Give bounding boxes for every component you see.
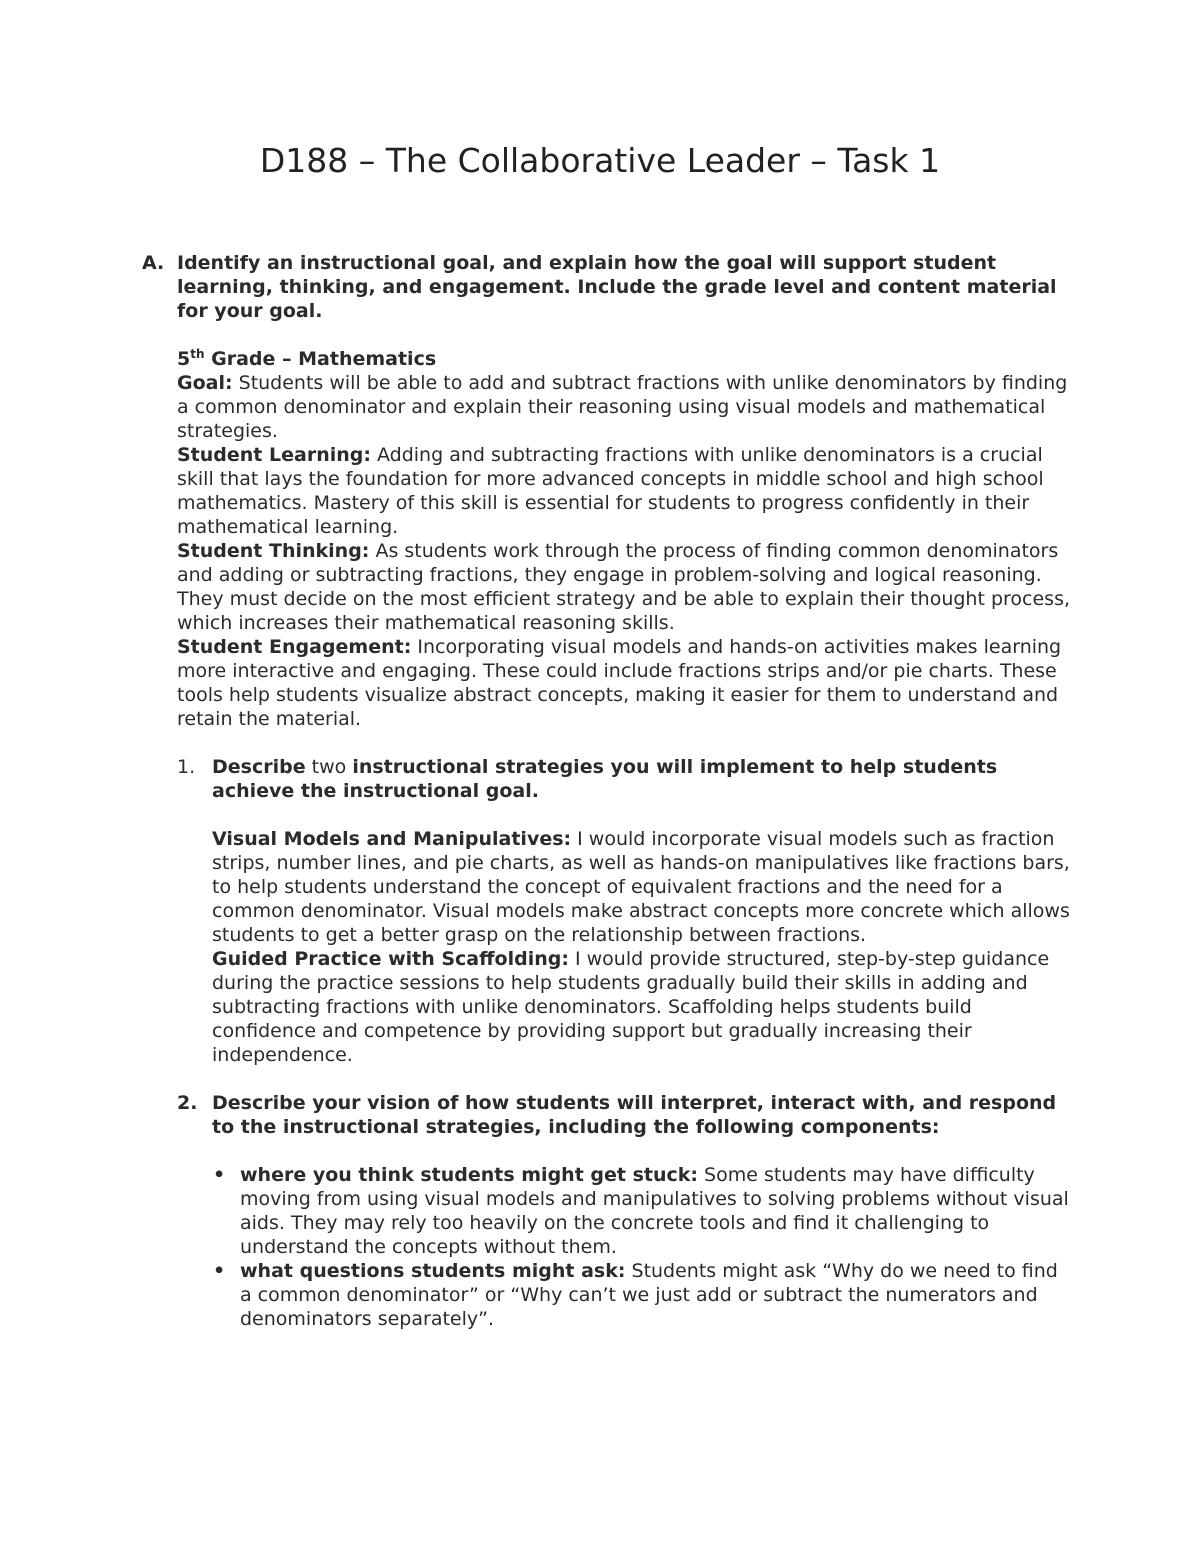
item-1-q-part2: two	[305, 756, 353, 778]
section-a-answer	[142, 347, 1072, 731]
item-1-question	[212, 755, 1072, 803]
bullet-questions-label: what questions students might ask:	[240, 1260, 626, 1282]
section-a-label: A.	[142, 252, 165, 274]
document-body	[142, 251, 1072, 1331]
bullet-questions-body: Students might ask “Why do we need to find a common denominator” or “Why can’t we just add or subtract the numerators and denominators separately”.	[240, 1260, 1058, 1330]
student-thinking-paragraph	[177, 539, 1072, 635]
student-thinking-label: Student Thinking:	[177, 540, 370, 562]
student-engagement-label: Student Engagement:	[177, 636, 412, 658]
section-a	[142, 251, 1072, 323]
list-item	[142, 1163, 1072, 1259]
strategy-visual-models-label: Visual Models and Manipulatives:	[212, 828, 572, 850]
item-1-answer	[142, 827, 1072, 1067]
student-learning-text: Adding and subtracting fractions with unlike denominators is a crucial skill that lays the foundation for more advanced concepts in middle school and high school mathematics. Mastery of this skill is essential for students to progress confidently in their mathematical learning.	[177, 444, 1044, 538]
bullet-icon: •	[213, 1260, 226, 1282]
bullet-stuck-text	[240, 1163, 1072, 1259]
grade-heading	[177, 347, 1072, 371]
goal-label: Goal:	[177, 372, 233, 394]
strategy-guided-practice-label: Guided Practice with Scaffolding:	[212, 948, 569, 970]
item-2	[142, 1091, 1072, 1139]
student-engagement-text: Incorporating visual models and hands-on activities makes learning more interactive and engaging. These could include fractions strips and/or pie charts. These tools help students visualize abstract concepts, making it easier for them to understand and retain the material.	[177, 636, 1062, 730]
goal-text: Students will be able to add and subtract fractions with unlike denominators by finding a common denominator and explain their reasoning using visual models and mathematical strategies.	[177, 372, 1068, 442]
document-title: D188 – The Collaborative Leader – Task 1	[259, 141, 941, 180]
bullet-stuck-label: where you think students might get stuck:	[240, 1164, 698, 1186]
student-learning-label: Student Learning:	[177, 444, 371, 466]
strategy-visual-models-text: I would incorporate visual models such as fraction strips, number lines, and pie charts, as well as hands-on manipulatives like fractions bars, to help students understand the concept of equivalent fractions and the need for a common denominator. Visual models make abstract concepts more concrete which allows students to get a better grasp on the relationship between fractions.	[212, 828, 1070, 946]
item-1	[142, 755, 1072, 803]
bullet-stuck-body: Some students may have difficulty moving from using visual models and manipulatives to solving problems without visual aids. They may rely too heavily on the concrete tools and find it challenging to understand the concepts without them.	[240, 1164, 1069, 1258]
item-2-question: Describe your vision of how students will interpret, interact with, and respond to the instructional strategies, including the following components:	[212, 1092, 1057, 1138]
student-thinking-text: As students work through the process of finding common denominators and adding or subtracting fractions, they engage in problem-solving and logical reasoning. They must decide on the most efficient strategy and be able to explain their thought process, which increases their mathematical reasoning skills.	[177, 540, 1071, 634]
grade-subject: Grade – Mathematics	[204, 348, 437, 370]
grade-superscript: th	[190, 347, 205, 361]
strategy-guided-practice	[212, 947, 1072, 1067]
section-a-prompt: Identify an instructional goal, and explain how the goal will support student learning, thinking, and engagement. Include the grade level and content material for your goal.	[177, 252, 1057, 322]
item-1-number: 1.	[177, 756, 196, 778]
student-engagement-paragraph	[177, 635, 1072, 731]
grade-number: 5	[177, 348, 191, 370]
item-2-number: 2.	[177, 1092, 198, 1114]
strategy-visual-models	[212, 827, 1072, 947]
bullet-questions-text	[240, 1259, 1072, 1331]
student-learning-paragraph	[177, 443, 1072, 539]
item-1-q-part3: instructional strategies you will implement to help students achieve the instructional goal.	[212, 756, 998, 802]
item-1-q-part1: Describe	[212, 756, 306, 778]
strategy-guided-practice-text: I would provide structured, step-by-step guidance during the practice sessions to help students gradually build their skills in adding and subtracting fractions with unlike denominators. Scaffolding helps students build confidence and competence by providing support but gradually increasing their independence.	[212, 948, 1050, 1066]
bullet-icon: •	[213, 1164, 226, 1186]
list-item	[142, 1259, 1072, 1331]
goal-paragraph	[177, 371, 1072, 443]
